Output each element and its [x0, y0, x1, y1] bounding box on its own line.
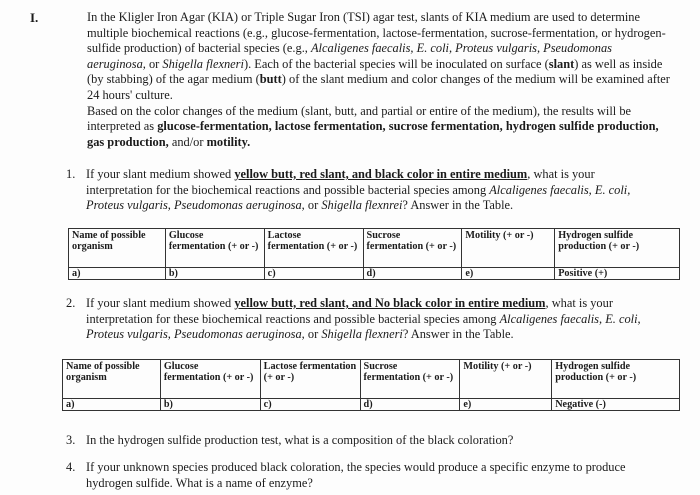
answer-cell[interactable]: d) [360, 399, 460, 411]
header-cell: Lactose fermentation (+ or -) [264, 229, 363, 268]
answer-cell[interactable]: a) [63, 399, 161, 411]
answer-cell[interactable]: e) [460, 399, 552, 411]
answer-cell[interactable]: d) [363, 268, 462, 280]
header-cell: Motility (+ or -) [460, 360, 552, 399]
header-cell: Hydrogen sulfide production (+ or -) [552, 360, 680, 399]
answer-cell[interactable]: b) [165, 268, 264, 280]
answer-cell[interactable]: Negative (-) [552, 399, 680, 411]
answer-cell[interactable]: c) [260, 399, 360, 411]
header-cell: Motility (+ or -) [462, 229, 555, 268]
question-text: If your unknown species produced black coloration, the species would produce a specific enzyme to produce hydrogen sulfide. What is a name of enzyme? [86, 460, 626, 490]
header-cell: Sucrose fermentation (+ or -) [363, 229, 462, 268]
answer-table-1 [68, 228, 680, 280]
answer-cell[interactable]: c) [264, 268, 363, 280]
header-cell: Sucrose fermentation (+ or -) [360, 360, 460, 399]
intro-text [87, 10, 672, 150]
header-cell: Name of possible organism [69, 229, 166, 268]
question-number: 4. [66, 460, 76, 474]
intro-paragraph-1: In the Kligler Iron Agar (KIA) or Triple Sugar Iron (TSI) agar test, slants of KIA medium are used to determine multiple biochemical reactions (e.g., glucose-fermentation, lactose-fermentation, sucrose-fermentation, or hydrogen-sulfide production) of bacterial species (e.g., Alcaligenes faecalis, E. coli, Proteus vulgaris, Pseudomonas aeruginosa, or Shigella flexneri). Each of the bacterial species will be inoculated on surface (slant) as well as inside (by stabbing) of the agar medium (butt) of the slant medium and color changes of the medium will be examined after 24 hours' culture. [87, 10, 670, 102]
table-answer-row [69, 268, 680, 280]
answer-cell[interactable]: e) [462, 268, 555, 280]
answer-table-2 [62, 359, 680, 411]
question-text: In the hydrogen sulfide production test, what is a composition of the black coloration? [86, 433, 514, 447]
question-text: If your slant medium showed yellow butt, red slant, and No black color in entire medium, what is your interpretation for these biochemical reactions and possible bacterial species among Alcaligenes faecalis, E. coli, Proteus vulgaris, Pseudomonas aeruginosa, or Shigella flexneri? Answer in the Table. [86, 296, 641, 342]
header-cell: Hydrogen sulfide production (+ or -) [555, 229, 680, 268]
table-header-row [69, 229, 680, 268]
question-text: If your slant medium showed yellow butt, red slant, and black color in entire medium, what is your interpretation for the biochemical reactions and possible bacterial species among Alcaligenes faecalis, E. coli, Proteus vulgaris, Pseudomonas aeruginosa, or Shigella flexnrei? Answer in the Table. [86, 167, 631, 213]
answer-cell[interactable]: a) [69, 268, 166, 280]
table-header-row [63, 360, 680, 399]
header-cell: Name of possible organism [63, 360, 161, 399]
question-number: 3. [66, 433, 76, 447]
header-cell: Glucose fermentation (+ or -) [165, 229, 264, 268]
answer-cell[interactable]: b) [160, 399, 260, 411]
question-number: 1. [66, 167, 76, 181]
section-number: I. [30, 10, 39, 25]
table-answer-row [63, 399, 680, 411]
answer-cell[interactable]: Positive (+) [555, 268, 680, 280]
intro-paragraph-2: Based on the color changes of the medium (slant, butt, and partial or entire of the medium), the results will be interpreted as glucose-fermentation, lactose fermentation, sucrose fermentation, hydrogen sulfide production, gas production, and/or motility. [87, 103, 659, 149]
header-cell: Glucose fermentation (+ or -) [160, 360, 260, 399]
header-cell: Lactose fermentation (+ or -) [260, 360, 360, 399]
question-number: 2. [66, 296, 76, 310]
